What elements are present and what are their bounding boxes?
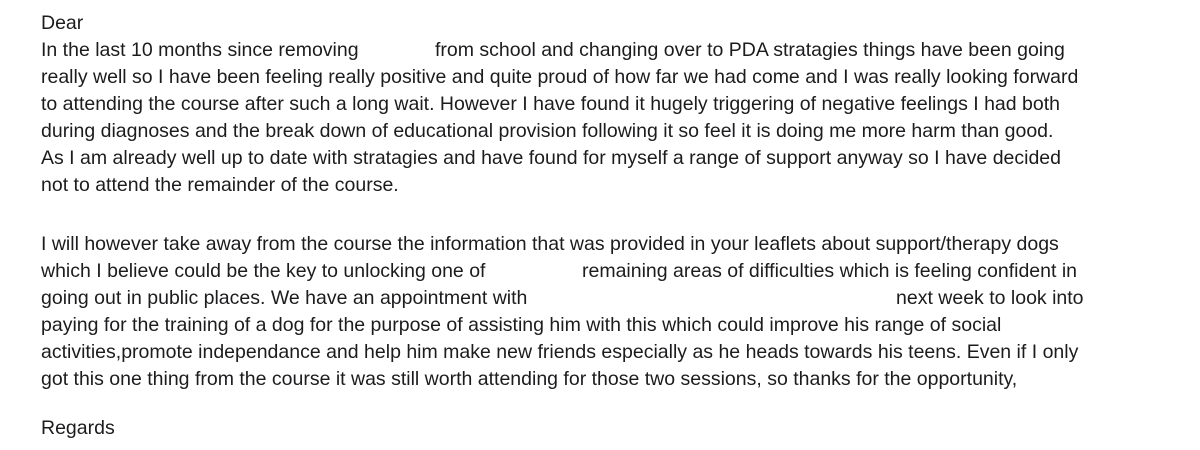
- paragraph-2-line-4: paying for the training of a dog for the purpose of assisting him with this which could improve his range of social: [41, 314, 1002, 336]
- paragraph-1-line-4: during diagnoses and the break down of educational provision following it so feel it is doing me more harm than good.: [41, 120, 1054, 142]
- paragraph-1-line-6: not to attend the remainder of the course.: [41, 174, 399, 196]
- closing: Regards: [41, 417, 115, 439]
- paragraph-1-line-1-part-1: In the last 10 months since removing: [41, 39, 359, 61]
- paragraph-2-line-3-part-2: next week to look into: [896, 287, 1084, 309]
- salutation: Dear: [41, 12, 84, 34]
- paragraph-2-line-1: I will however take away from the course the information that was provided in your leaflets about support/therapy dogs: [41, 233, 1059, 255]
- paragraph-2-line-5: activities,promote independance and help him make new friends especially as he heads towards his teens. Even if I only: [41, 341, 1079, 363]
- paragraph-2-line-6: got this one thing from the course it was still worth attending for those two sessions, so thanks for the opportunity,: [41, 368, 1018, 390]
- paragraph-1-line-1: [41, 37, 1065, 63]
- paragraph-1-line-3: to attending the course after such a long wait. However I have found it hugely triggering of negative feelings I had both: [41, 93, 1060, 115]
- paragraph-2-line-3: [41, 285, 1084, 311]
- paragraph-1-line-5: As I am already well up to date with stratagies and have found for myself a range of support anyway so I have decided: [41, 147, 1061, 169]
- paragraph-2-line-2-part-1: which I believe could be the key to unlocking one of: [41, 260, 486, 282]
- paragraph-1-line-1-part-2: from school and changing over to PDA stratagies things have been going: [435, 39, 1065, 61]
- paragraph-2-line-3-part-1: going out in public places. We have an appointment with: [41, 287, 528, 309]
- paragraph-1-line-2: really well so I have been feeling really positive and quite proud of how far we had come and I was really looking forward: [41, 66, 1079, 88]
- paragraph-2-line-2: [41, 258, 1077, 284]
- paragraph-2-line-2-part-2: remaining areas of difficulties which is feeling confident in: [582, 260, 1077, 282]
